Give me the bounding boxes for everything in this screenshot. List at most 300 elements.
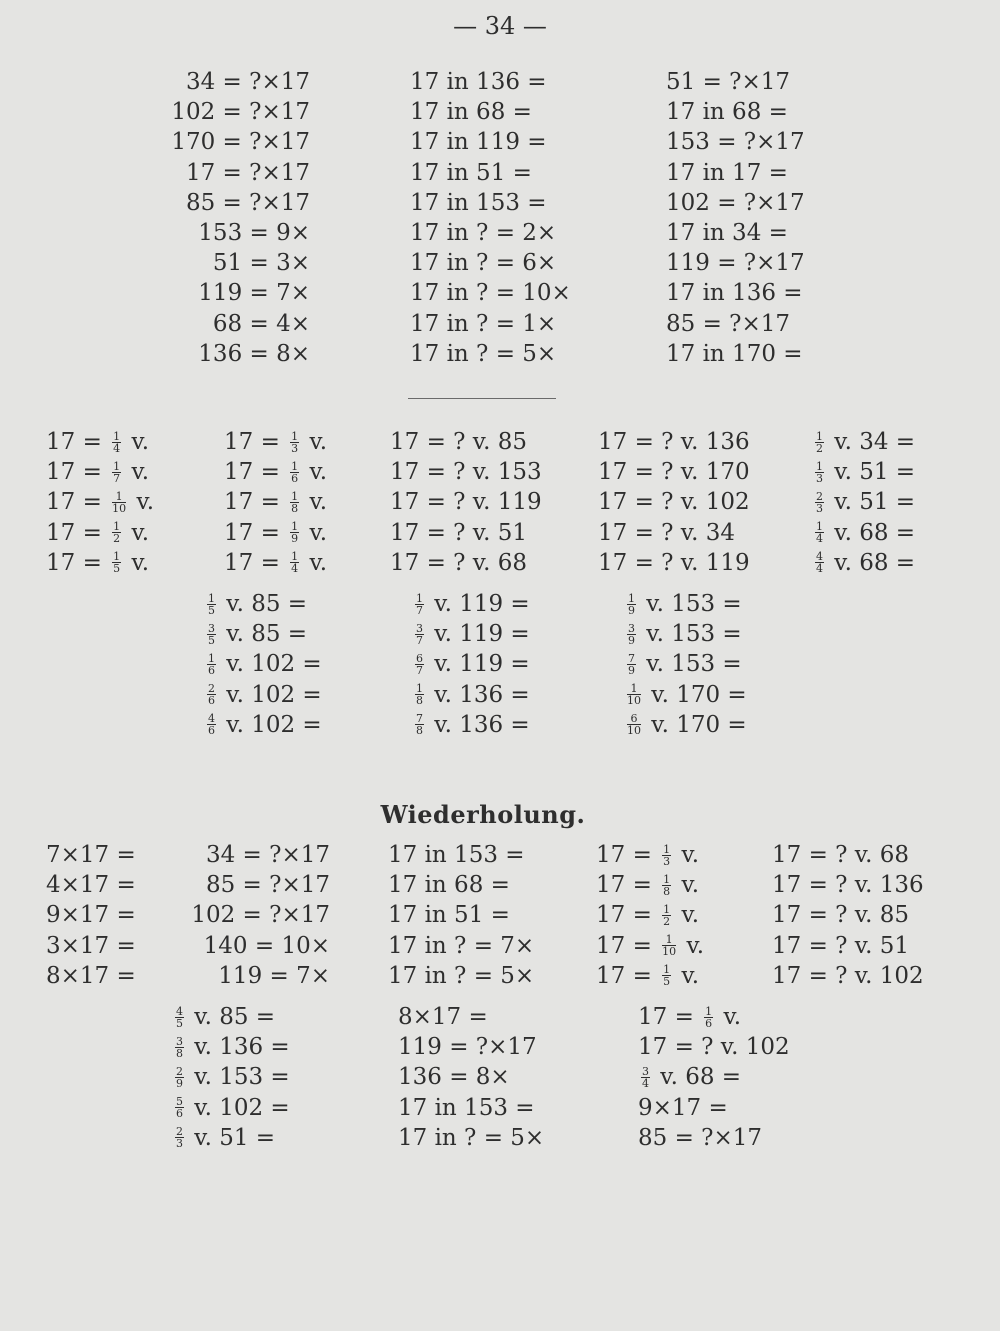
exercise-line: 51 = ?×17 [666,69,791,95]
exercise-line: 17 in 51 = [388,902,510,929]
exercise-line: 136 = 8× [398,1064,510,1091]
fraction [627,713,641,736]
fraction-numerator: 1 [208,591,215,605]
exercise-line: 17 in 136 = [410,69,547,95]
line-suffix: v. 136 = [427,711,530,738]
fraction-denominator: 9 [628,663,635,677]
fraction-denominator: 5 [208,603,215,617]
line-suffix: v. [129,489,155,516]
exercise-line: 17 in 17 = [666,159,788,186]
exercise-line: 17 in ? = 5× [388,962,535,989]
fraction-denominator: 5 [208,633,215,647]
fraction-denominator: 10 [627,694,641,708]
exercise-line [204,680,322,710]
line-suffix: v. 119 = [427,651,530,678]
exercise-line: 17 = ? v. 153 [390,459,542,486]
fraction [290,551,299,574]
fraction [641,1066,650,1089]
fraction-numerator: 1 [416,591,423,605]
line-suffix: v. [302,549,328,576]
s4-col2 [191,840,330,991]
fraction [112,461,121,484]
fraction [112,521,121,544]
fraction [815,431,824,454]
exercise-line: 153 = ?×17 [666,129,805,156]
exercise-line: 68 = 4× [212,310,310,337]
fraction-denominator: 4 [816,532,823,546]
exercise-line [638,1002,790,1032]
fraction-denominator: 3 [663,854,671,868]
exercise-line: 9×17 = [46,902,136,929]
fraction-denominator: 6 [291,471,299,485]
line-suffix: v. 136 = [187,1034,290,1061]
exercise-line [638,1123,790,1153]
fraction-numerator: 6 [627,713,641,725]
fraction-numerator: 1 [291,550,299,564]
exercise-line [204,649,322,679]
exercise-line: 85 = ?×17 [185,189,310,216]
exercise-line [172,1123,290,1153]
fraction-numerator: 1 [291,429,299,443]
exercise-line: 8×17 = [46,962,136,989]
exercise-line: 17 in 153 = [398,1094,535,1121]
fraction-denominator: 2 [113,532,121,546]
exercise-line [46,487,154,517]
fraction-numerator: 2 [816,489,823,503]
line-suffix: v. 102 = [219,711,322,738]
exercise-line [46,457,154,487]
fraction-denominator: 4 [113,441,121,455]
fraction-denominator: 6 [208,724,215,738]
fraction-numerator: 6 [416,651,423,665]
fraction-numerator: 1 [113,459,121,473]
exercise-line: 17 in 68 = [388,872,510,899]
exercise-line [624,680,747,710]
line-prefix: 17 = [46,519,110,546]
exercise-line: 17 in 153 = [410,189,547,216]
fraction-denominator: 10 [662,945,677,959]
line-suffix: v. [674,902,700,929]
fraction [175,1126,184,1149]
fraction-denominator: 9 [291,532,299,546]
exercise-line [624,589,747,619]
fraction [415,593,424,616]
line-prefix: 17 = [596,932,660,959]
fraction-numerator: 3 [176,1034,183,1048]
s3-col1 [204,589,322,740]
line-suffix: v. 119 = [427,591,530,617]
fraction [207,653,216,676]
exercise-line: 17 = ? v. 136 [598,429,750,455]
s2-col5 [812,427,915,578]
line-suffix: v. 170 = [644,681,747,708]
fraction-numerator: 1 [627,683,641,695]
line-prefix: 17 = [224,549,288,576]
fraction [662,904,671,927]
fraction-denominator: 8 [416,694,423,708]
fraction [815,491,824,514]
exercise-line: 17 = ?×17 [185,159,310,186]
exercise-line [412,619,530,649]
exercise-line: 17 = ? v. 68 [772,842,909,868]
s2-col1 [46,427,154,578]
fraction-numerator: 1 [705,1004,713,1018]
fraction-denominator: 4 [642,1076,649,1090]
line-suffix: v. 153 = [639,621,742,648]
fraction-denominator: 8 [663,884,671,898]
exercise-line [224,487,327,517]
fraction [415,653,424,676]
fraction-numerator: 7 [416,712,423,726]
line-prefix: 17 = [46,459,110,486]
exercise-line: 17 in ? = 2× [410,219,557,246]
exercise-line [412,680,530,710]
fraction [290,521,299,544]
s2-col2 [224,427,327,578]
line-prefix: 17 = [638,1004,702,1030]
exercise-line: 17 in 34 = [666,219,788,246]
exercise-line [812,548,915,578]
line-suffix: v. [124,549,150,576]
fraction [704,1006,713,1029]
s5-col1 [172,1002,290,1153]
line-suffix: v. [716,1004,742,1030]
exercise-line: 17 = ? v. 51 [772,932,909,959]
line-prefix: 17 = ? v. 102 [638,1034,790,1061]
line-suffix: v. 153 = [187,1064,290,1091]
exercise-line [46,548,154,578]
fraction-numerator: 5 [176,1095,183,1109]
exercise-line: 102 = ?×17 [171,99,310,126]
line-prefix: 9×17 = [638,1094,728,1121]
fraction-numerator: 3 [642,1064,649,1078]
fraction-numerator: 3 [416,621,423,635]
line-suffix: v. 102 = [187,1094,290,1121]
exercise-line [638,1062,790,1092]
line-suffix: v. [302,429,328,455]
fraction [627,653,636,676]
exercise-line [224,518,327,548]
exercise-line [638,1032,790,1062]
exercise-line [172,1093,290,1123]
fraction-numerator: 1 [208,651,215,665]
exercise-line: 17 in 170 = [666,340,803,367]
line-suffix: v. [302,519,328,546]
line-prefix: 17 = [596,872,660,899]
fraction-denominator: 5 [176,1016,183,1030]
fraction [175,1096,184,1119]
exercise-line: 17 = ? v. 68 [390,549,527,576]
fraction-numerator: 1 [662,934,676,946]
s4-col5 [772,840,924,991]
line-prefix: 17 = [46,489,110,516]
exercise-line: 153 = 9× [198,219,310,246]
line-suffix: v. [674,842,700,868]
exercise-line [172,1002,290,1032]
fraction [290,491,299,514]
exercise-line: 17 in 153 = [388,842,525,868]
exercise-line: 34 = ?×17 [185,69,310,95]
line-suffix: v. 102 = [219,651,322,678]
s3-col2 [412,589,530,740]
line-prefix: 17 = [596,902,660,929]
exercise-line [204,589,322,619]
s3-col3 [624,589,747,740]
exercise-line: 17 in ? = 5× [410,340,557,367]
exercise-line: 170 = ?×17 [171,129,310,156]
line-suffix: v. 85 = [219,621,308,648]
fraction-numerator: 3 [208,621,215,635]
exercise-line [412,649,530,679]
exercise-line [172,1062,290,1092]
exercise-line [204,710,322,740]
fraction [815,521,824,544]
exercise-line [812,457,915,487]
fraction [175,1006,184,1029]
fraction-numerator: 4 [208,712,215,726]
line-prefix: 17 = [224,489,288,516]
line-suffix: v. 85 = [187,1004,276,1030]
line-suffix: v. 153 = [639,591,742,617]
section-heading: Wiederholung. [380,800,586,829]
exercise-line: 17 in ? = 7× [388,932,535,959]
exercise-line [812,487,915,517]
fraction-denominator: 10 [112,501,127,515]
line-suffix: v. [124,429,150,455]
fraction [662,844,671,867]
line-suffix: v. 102 = [219,681,322,708]
fraction-denominator: 4 [816,562,823,576]
exercise-line: 17 in ? = 10× [410,280,571,307]
fraction [415,713,424,736]
fraction [662,934,676,957]
s1-col2 [410,67,571,369]
exercise-line [638,1093,790,1123]
exercise-line [204,619,322,649]
exercise-line [412,589,530,619]
exercise-line: 17 = ? v. 51 [390,519,527,546]
fraction [175,1066,184,1089]
fraction-denominator: 6 [176,1107,183,1121]
s1-col3 [666,67,805,369]
exercise-line: 17 in 68 = [666,99,788,126]
exercise-line [624,710,747,740]
fraction-numerator: 2 [176,1125,183,1139]
fraction [815,551,824,574]
exercise-line: 17 in ? = 1× [410,310,557,337]
fraction-numerator: 1 [663,963,671,977]
exercise-line [596,870,704,900]
line-suffix: v. 136 = [427,681,530,708]
exercise-line: 17 in ? = 5× [398,1124,545,1151]
exercise-line: 3×17 = [46,932,136,959]
exercise-line: 7×17 = [46,842,136,868]
fraction [627,593,636,616]
section-divider [408,398,556,399]
line-prefix: 17 = [224,429,288,455]
line-suffix: v. [124,519,150,546]
fraction-denominator: 9 [628,633,635,647]
fraction-denominator: 2 [663,914,671,928]
fraction-denominator: 6 [208,663,215,677]
exercise-line: 51 = 3× [212,250,310,277]
fraction-denominator: 10 [627,724,641,738]
fraction [815,461,824,484]
fraction [207,623,216,646]
fraction [207,593,216,616]
s4-col3 [388,840,534,991]
fraction-numerator: 2 [208,682,215,696]
fraction-denominator: 3 [816,501,823,515]
fraction-denominator: 9 [628,603,635,617]
fraction-denominator: 7 [416,603,423,617]
exercise-line [224,457,327,487]
line-suffix: v. 119 = [427,621,530,648]
fraction [415,623,424,646]
fraction-numerator: 1 [816,459,823,473]
line-prefix: 17 = [46,429,110,455]
exercise-line: 119 = ?×17 [666,250,805,277]
fraction-denominator: 5 [663,975,671,989]
line-suffix: v. 85 = [219,591,308,617]
fraction [175,1036,184,1059]
fraction-numerator: 1 [416,682,423,696]
exercise-line [596,961,704,991]
exercise-line: 17 = ? v. 119 [390,489,542,516]
fraction-numerator: 1 [113,520,121,534]
fraction [290,461,299,484]
fraction-denominator: 9 [176,1076,183,1090]
line-suffix: v. 153 = [639,651,742,678]
exercise-line: 102 = ?×17 [666,189,805,216]
exercise-line [812,427,915,457]
fraction [207,713,216,736]
line-suffix: v. [302,489,328,516]
fraction-numerator: 1 [663,872,671,886]
line-suffix: v. 51 = [827,489,916,516]
exercise-line [224,548,327,578]
fraction [207,683,216,706]
exercise-line: 17 = ? v. 102 [598,489,750,516]
exercise-line: 17 in 136 = [666,280,803,307]
fraction-denominator: 6 [208,694,215,708]
exercise-line [172,1032,290,1062]
fraction-numerator: 1 [663,902,671,916]
exercise-line: 17 = ? v. 170 [598,459,750,486]
line-suffix: v. 34 = [827,429,916,455]
fraction-numerator: 1 [291,459,299,473]
line-suffix: v. 68 = [827,549,916,576]
page-number: — 34 — [453,12,547,40]
fraction-denominator: 3 [291,441,299,455]
s5-col2 [398,1002,544,1153]
line-suffix: v. [674,962,700,989]
fraction [662,874,671,897]
fraction-numerator: 1 [291,520,299,534]
exercise-line: 34 = ?×17 [205,842,330,868]
exercise-line: 4×17 = [46,872,136,899]
line-prefix: 17 = [46,549,110,576]
fraction-numerator: 7 [628,651,635,665]
fraction-denominator: 3 [176,1137,183,1151]
line-suffix: v. 51 = [827,459,916,486]
s1-col1 [171,67,310,369]
exercise-line: 17 in 51 = [410,159,532,186]
line-suffix: v. 51 = [187,1124,276,1151]
exercise-line [596,900,704,930]
exercise-line [812,518,915,548]
fraction [112,431,121,454]
fraction-numerator: 1 [816,429,823,443]
fraction [627,683,641,706]
fraction-numerator: 1 [113,550,121,564]
line-prefix: 17 = [596,962,660,989]
fraction-denominator: 2 [816,441,823,455]
fraction-denominator: 4 [291,562,299,576]
fraction-denominator: 7 [113,471,121,485]
exercise-line [596,931,704,961]
exercise-line: 140 = 10× [203,932,330,959]
exercise-line: 136 = 8× [198,340,310,367]
exercise-line: 17 = ? v. 85 [772,902,909,929]
line-prefix: 17 = [224,519,288,546]
fraction-denominator: 7 [416,633,423,647]
fraction [290,431,299,454]
line-suffix: v. 170 = [644,711,747,738]
exercise-line: 119 = 7× [198,280,310,307]
s4-col1 [46,840,136,991]
line-suffix: v. 68 = [827,519,916,546]
fraction-denominator: 3 [816,471,823,485]
exercise-line: 8×17 = [398,1004,488,1030]
fraction-numerator: 1 [113,429,121,443]
fraction [627,623,636,646]
fraction-numerator: 1 [816,520,823,534]
exercise-line: 17 = ? v. 34 [598,519,735,546]
fraction-denominator: 8 [176,1046,183,1060]
exercise-line [624,649,747,679]
exercise-line: 17 = ? v. 102 [772,962,924,989]
fraction [415,683,424,706]
exercise-line: 85 = ?×17 [205,872,330,899]
fraction-numerator: 1 [112,491,126,503]
fraction-numerator: 4 [816,550,823,564]
line-suffix: v. [679,932,705,959]
fraction-numerator: 2 [176,1064,183,1078]
fraction-numerator: 4 [176,1004,183,1018]
s4-col4 [596,840,704,991]
line-suffix: v. 68 = [653,1064,742,1091]
fraction-denominator: 8 [291,501,299,515]
fraction [662,964,671,987]
line-suffix: v. [302,459,328,486]
exercise-line [624,619,747,649]
fraction-numerator: 3 [628,621,635,635]
exercise-line: 17 = ? v. 119 [598,549,750,576]
fraction-numerator: 1 [291,489,299,503]
fraction-numerator: 1 [628,591,635,605]
fraction [112,491,126,514]
exercise-line: 17 in 119 = [410,129,547,156]
exercise-line: 17 = ? v. 85 [390,429,527,455]
exercise-line: 17 in 68 = [410,99,532,126]
exercise-line [46,518,154,548]
s5-col3 [638,1002,790,1153]
exercise-line: 119 = 7× [218,962,330,989]
exercise-line: 85 = ?×17 [666,310,791,337]
exercise-line: 102 = ?×17 [191,902,330,929]
fraction-denominator: 5 [113,562,121,576]
